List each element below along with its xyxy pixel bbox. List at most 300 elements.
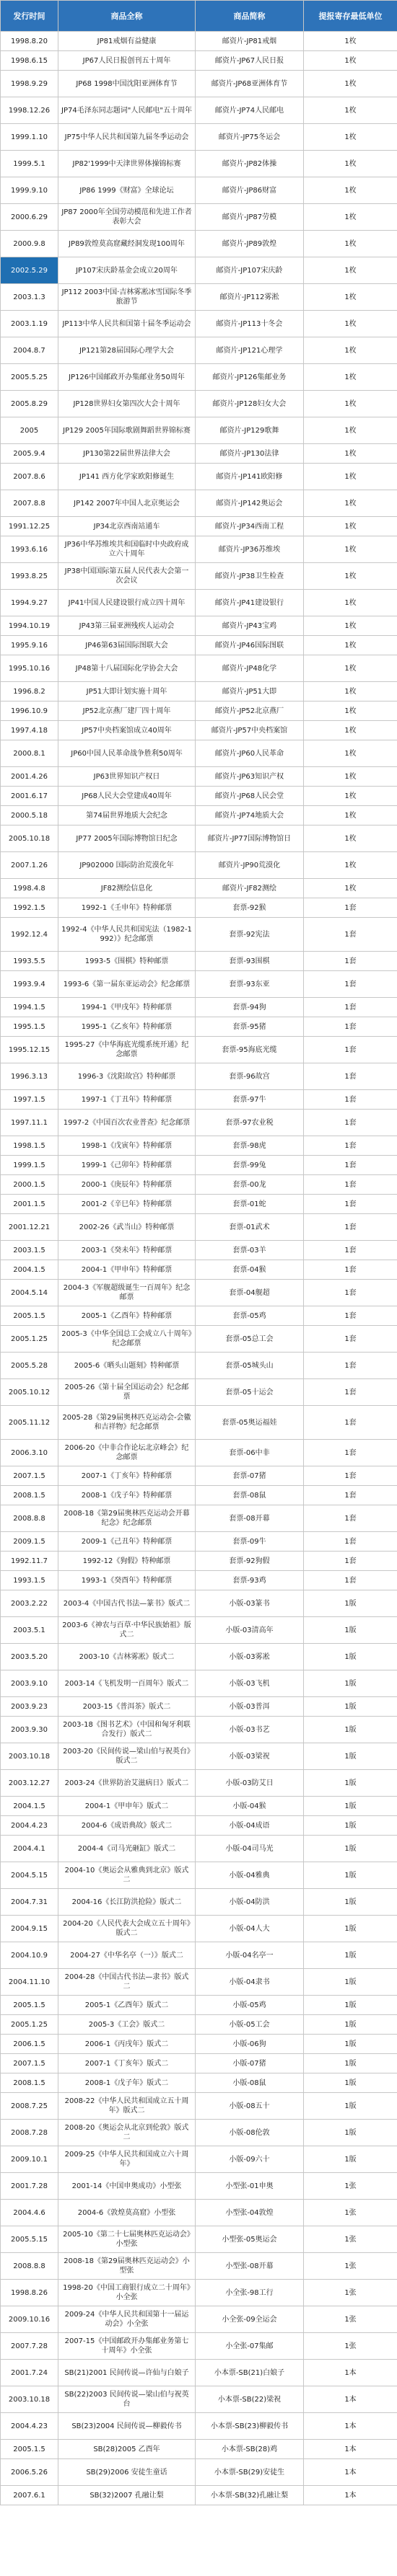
min-unit-cell: 1版 [304, 1816, 397, 1836]
short-name-cell: 邮资片-JP86财富 [196, 177, 304, 204]
table-row [1, 1670, 397, 1697]
min-unit-cell: 1套 [304, 1532, 397, 1552]
full-name-cell: JP63世界知识产权日 [58, 767, 196, 787]
full-name-cell: 2001-14《中国申奥成功》小型张 [58, 2173, 196, 2200]
short-name-cell: 套票-93东亚 [196, 971, 304, 998]
min-unit-cell: 1版 [304, 1996, 397, 2015]
full-name-cell: 1995-27《中华海底光缆系统开通》纪念邮票 [58, 1037, 196, 1063]
table-row [1, 2253, 397, 2280]
short-name-cell: 套票-05鸡 [196, 1306, 304, 1326]
min-unit-cell: 1枚 [304, 490, 397, 517]
short-name-cell: 小版-06狗 [196, 2035, 304, 2054]
short-name-cell: 邮资片-JP34西南工程 [196, 517, 304, 536]
short-name-cell: 邮资片-JP128妇女大会 [196, 391, 304, 417]
short-name-cell: 邮资片-JP121心理学 [196, 337, 304, 364]
full-name-cell: JP129 2005年国际歌剧舞蹈世界锦标赛 [58, 417, 196, 444]
table-row [1, 364, 397, 391]
full-name-cell: 1998-20《中国工商银行成立二十周年》小全张 [58, 2280, 196, 2306]
full-name-cell: JP57中央档案馆成立40周年 [58, 721, 196, 740]
full-name-cell: 2004-16《长江防洪抢险》版式二 [58, 1889, 196, 1916]
full-name-cell: JP121第28届国际心理学大会 [58, 337, 196, 364]
table-row [1, 826, 397, 852]
short-name-cell: 套票-94狗 [196, 998, 304, 1017]
table-row [1, 391, 397, 417]
table-row [1, 1969, 397, 1996]
short-name-cell: 邮资片-JP75冬运会 [196, 124, 304, 151]
short-name-cell: 小版-03飞机 [196, 1670, 304, 1697]
short-name-cell: 套票-07猪 [196, 1466, 304, 1486]
min-unit-cell: 1版 [304, 1670, 397, 1697]
short-name-cell: 套票-95海底光缆 [196, 1037, 304, 1063]
min-unit-cell: 1版 [304, 1836, 397, 1862]
full-name-cell: SB(23)2004 民间传说—柳毅传书 [58, 2413, 196, 2440]
short-name-cell: 邮资片-JP41建设银行 [196, 590, 304, 616]
release-date-cell: 1998.6.15 [1, 51, 58, 71]
release-date-cell: 2007.7.28 [1, 2333, 58, 2360]
min-unit-cell: 1枚 [304, 231, 397, 257]
short-name-cell: 套票-06中非 [196, 1440, 304, 1466]
table-row [1, 952, 397, 971]
release-date-cell: 2007.8.6 [1, 464, 58, 490]
full-name-cell: JP126中国邮政开办集邮业务50周年 [58, 364, 196, 391]
table-row [1, 1836, 397, 1862]
min-unit-cell: 1枚 [304, 257, 397, 284]
table-row [1, 1816, 397, 1836]
min-unit-cell: 1枚 [304, 655, 397, 682]
release-date-cell: 2003.10.18 [1, 1743, 58, 1770]
short-name-cell: 邮资片-JP38卫生检查 [196, 563, 304, 590]
release-date-cell: 2005.1.25 [1, 2015, 58, 2035]
full-name-cell: 2004-27《中华名亭（一）》版式二 [58, 1942, 196, 1969]
table-row [1, 1862, 397, 1889]
short-name-cell: 套票-09牛 [196, 1532, 304, 1552]
full-name-cell: 2006-20《中非合作论坛北京峰会》纪念邮票 [58, 1440, 196, 1466]
table-row [1, 1017, 397, 1037]
full-name-cell: 2003-10《吉林雾凇》版式二 [58, 1644, 196, 1670]
full-name-cell: JP81戒烟有益健康 [58, 32, 196, 51]
table-row [1, 464, 397, 490]
min-unit-cell: 1版 [304, 2035, 397, 2054]
short-name-cell: 小版-03防艾日 [196, 1770, 304, 1797]
full-name-cell: JP43第三届亚洲残疾人运动会 [58, 616, 196, 636]
full-name-cell: 2004-6《敦煌莫高窟》小型张 [58, 2200, 196, 2226]
table-row [1, 1505, 397, 1532]
release-date-cell: 2000.1.5 [1, 1175, 58, 1195]
table-row [1, 1942, 397, 1969]
min-unit-cell: 1版 [304, 1969, 397, 1996]
short-name-cell: 邮资片-JP89敦煌 [196, 231, 304, 257]
min-unit-cell: 1枚 [304, 51, 397, 71]
release-date-cell: 2003.9.10 [1, 1670, 58, 1697]
release-date-cell: 1994.9.27 [1, 590, 58, 616]
table-row [1, 998, 397, 1017]
table-row [1, 1996, 397, 2015]
full-name-cell: 2004-20《人民代表大会成立五十周年》版式二 [58, 1916, 196, 1942]
min-unit-cell: 1套 [304, 1017, 397, 1037]
full-name-cell: 2001-2《辛巳年》特种邮票 [58, 1195, 196, 1214]
table-row [1, 1916, 397, 1942]
table-row [1, 767, 397, 787]
release-date-cell: 1996.10.9 [1, 701, 58, 721]
full-name-cell: SB(21)2001 民间传说—许仙与白娘子 [58, 2360, 196, 2386]
full-name-cell: JP86 1999《财富》全球论坛 [58, 177, 196, 204]
full-name-cell: JP107宋庆龄基金会成立20周年 [58, 257, 196, 284]
short-name-cell: 邮资片-JP107宋庆龄 [196, 257, 304, 284]
min-unit-cell: 1版 [304, 1590, 397, 1617]
release-date-cell: 2004.4.6 [1, 2200, 58, 2226]
release-date-cell: 1992.12.4 [1, 918, 58, 952]
table-row [1, 536, 397, 563]
table-row [1, 1136, 397, 1156]
table-row [1, 2440, 397, 2459]
table-row [1, 1110, 397, 1136]
table-row [1, 284, 397, 311]
short-name-cell: 小版-03普洱 [196, 1697, 304, 1717]
release-date-cell: 1992.11.7 [1, 1552, 58, 1571]
table-row [1, 2486, 397, 2505]
min-unit-cell: 1版 [304, 1862, 397, 1889]
full-name-cell: 2005-6《晒头山题刻》特种邮票 [58, 1353, 196, 1379]
release-date-cell: 1998.12.26 [1, 97, 58, 124]
release-date-cell: 1998.8.26 [1, 2280, 58, 2306]
min-unit-cell: 1枚 [304, 826, 397, 852]
min-unit-cell: 1套 [304, 1037, 397, 1063]
short-name-cell: 邮资片-JP142奥运会 [196, 490, 304, 517]
release-date-cell: 2001.7.24 [1, 2360, 58, 2386]
release-date-cell: 2007.1.5 [1, 1466, 58, 1486]
table-row [1, 1037, 397, 1063]
min-unit-cell: 1版 [304, 1942, 397, 1969]
table-header [1, 1, 397, 32]
release-date-cell: 1993.5.5 [1, 952, 58, 971]
table-row [1, 1280, 397, 1306]
table-row [1, 417, 397, 444]
release-date-cell: 2008.1.5 [1, 2073, 58, 2093]
short-name-cell: 邮资片-JP112雾淞 [196, 284, 304, 311]
short-name-cell: 小版-07猪 [196, 2054, 304, 2073]
full-name-cell: 1993-6《第一届东亚运动会》纪念邮票 [58, 971, 196, 998]
short-name-cell: 邮资片-JP60人民革命 [196, 740, 304, 767]
table-row [1, 71, 397, 97]
release-date-cell: 1995.10.16 [1, 655, 58, 682]
release-date-cell: 2005.1.5 [1, 1306, 58, 1326]
table-row [1, 177, 397, 204]
min-unit-cell: 1张 [304, 2333, 397, 2360]
short-name-cell: 邮资片-JP51大即 [196, 682, 304, 701]
short-name-cell: 小版-04名亭一 [196, 1942, 304, 1969]
min-unit-cell: 1枚 [304, 364, 397, 391]
full-name-cell: JP36中华苏维埃共和国临时中央政府成立六十周年 [58, 536, 196, 563]
full-name-cell: JP74毛泽东同志题词"人民邮电"五十周年 [58, 97, 196, 124]
short-name-cell: 小版-05鸡 [196, 1996, 304, 2015]
full-name-cell: JP87 2000年全国劳动模范和先进工作者表彰大会 [58, 204, 196, 231]
release-date-cell: 1999.1.10 [1, 124, 58, 151]
table-row [1, 2333, 397, 2360]
table-row [1, 124, 397, 151]
min-unit-cell: 1套 [304, 1110, 397, 1136]
short-name-cell: 小全张-07集邮 [196, 2333, 304, 2360]
table-row [1, 490, 397, 517]
table-row [1, 517, 397, 536]
full-name-cell: 1996-3《沈阳故宫》特种邮票 [58, 1063, 196, 1090]
release-date-cell: 2001.1.5 [1, 1195, 58, 1214]
short-name-cell: 小版-04雅典 [196, 1862, 304, 1889]
release-date-cell: 2003.2.22 [1, 1590, 58, 1617]
min-unit-cell: 1枚 [304, 616, 397, 636]
table-row [1, 1306, 397, 1326]
short-name-cell: 小型张-05奥运会 [196, 2226, 304, 2253]
table-row [1, 2035, 397, 2054]
full-name-cell: 2004-28《中国古代书法—隶书》版式二 [58, 1969, 196, 1996]
min-unit-cell: 1套 [304, 998, 397, 1017]
min-unit-cell: 1枚 [304, 464, 397, 490]
full-name-cell: 2005-1《乙酉年》版式二 [58, 1996, 196, 2015]
short-name-cell: 套票-97农业税 [196, 1110, 304, 1136]
min-unit-cell: 1套 [304, 1505, 397, 1532]
short-name-cell: 套票-98虎 [196, 1136, 304, 1156]
short-name-cell: 小版-08伦敦 [196, 2120, 304, 2146]
min-unit-cell: 1枚 [304, 177, 397, 204]
short-name-cell: 小本票-SB(23)柳毅传书 [196, 2413, 304, 2440]
short-name-cell: 小版-03梁祝 [196, 1743, 304, 1770]
release-date-cell: 2003.12.27 [1, 1770, 58, 1797]
release-date-cell: 2003.9.23 [1, 1697, 58, 1717]
full-name-cell: JP38中国国际第五届人民代表大会第一次会议 [58, 563, 196, 590]
full-name-cell: 2004-10《奥运会从雅典到北京》版式二 [58, 1862, 196, 1889]
short-name-cell: 邮资片-JP141欧阳修 [196, 464, 304, 490]
min-unit-cell: 1张 [304, 2200, 397, 2226]
min-unit-cell: 1枚 [304, 636, 397, 655]
min-unit-cell: 1枚 [304, 444, 397, 464]
full-name-cell: 1992-4《中华人民共和国宪法（1982-1992）》纪念邮票 [58, 918, 196, 952]
table-row [1, 1770, 397, 1797]
table-row [1, 701, 397, 721]
release-date-cell: 2008.8.8 [1, 2253, 58, 2280]
table-row [1, 2054, 397, 2073]
short-name-cell: 套票-96故宫 [196, 1063, 304, 1090]
release-date-cell: 2000.9.8 [1, 231, 58, 257]
release-date-cell: 2005.5.15 [1, 2226, 58, 2253]
table-row [1, 740, 397, 767]
table-row [1, 2413, 397, 2440]
min-unit-cell: 1套 [304, 952, 397, 971]
full-name-cell: 2007-1《丁亥年》特种邮票 [58, 1466, 196, 1486]
full-name-cell: 2005-3《工会》版式二 [58, 2015, 196, 2035]
release-date-cell: 1998.1.5 [1, 1136, 58, 1156]
full-name-cell: JP113中华人民共和国第十届冬季运动会 [58, 311, 196, 337]
table-row [1, 231, 397, 257]
min-unit-cell: 1枚 [304, 590, 397, 616]
min-unit-cell: 1张 [304, 2306, 397, 2333]
min-unit-cell: 1枚 [304, 337, 397, 364]
release-date-cell: 1999.9.10 [1, 177, 58, 204]
table-row [1, 1486, 397, 1505]
table-row [1, 1717, 397, 1743]
full-name-cell: 2003-14《飞机发明一百周年》版式二 [58, 1670, 196, 1697]
release-date-cell: 2004.4.23 [1, 1816, 58, 1836]
release-date-cell: 2007.6.1 [1, 2486, 58, 2505]
full-name-cell: JP902000 国际防治荒漠化年 [58, 852, 196, 879]
full-name-cell: 1995-1《乙亥年》特种邮票 [58, 1017, 196, 1037]
min-unit-cell: 1枚 [304, 721, 397, 740]
table-row [1, 2146, 397, 2173]
release-date-cell: 2009.10.1 [1, 2146, 58, 2173]
table-row [1, 1241, 397, 1260]
short-name-cell: 套票-05十运会 [196, 1379, 304, 1406]
min-unit-cell: 1套 [304, 1552, 397, 1571]
full-name-cell: 2005-10《第二十七届奥林匹克运动会》小型张 [58, 2226, 196, 2253]
short-name-cell: 套票-92宪法 [196, 918, 304, 952]
min-unit-cell: 1套 [304, 1214, 397, 1241]
full-name-cell: 2003-6《神农与百草·中华民族始祖》版式二 [58, 1617, 196, 1644]
col-header-date: 发行时间 [1, 1, 58, 32]
short-name-cell: 小全张-98工行 [196, 2280, 304, 2306]
release-date-cell: 1997.4.18 [1, 721, 58, 740]
full-name-cell: 2004-6《成语典故》版式二 [58, 1816, 196, 1836]
release-date-cell: 2001.7.28 [1, 2173, 58, 2200]
full-name-cell: JF82测绘信息化 [58, 879, 196, 898]
min-unit-cell: 1套 [304, 1260, 397, 1280]
short-name-cell: 小版-03清高年 [196, 1617, 304, 1644]
full-name-cell: 1997-1《丁丑年》特种邮票 [58, 1090, 196, 1110]
full-name-cell: 2003-4《中国古代书法—篆书》版式二 [58, 1590, 196, 1617]
table-row [1, 1797, 397, 1816]
min-unit-cell: 1版 [304, 2015, 397, 2035]
short-name-cell: 小本票-SB(28)鸡 [196, 2440, 304, 2459]
short-name-cell: 邮资片-JP113十冬会 [196, 311, 304, 337]
release-date-cell: 2001.6.17 [1, 787, 58, 806]
header-row [1, 1, 397, 32]
full-name-cell: 2004-4《司马光砸缸》版式二 [58, 1836, 196, 1862]
full-name-cell: 1993-5《围棋》特种邮票 [58, 952, 196, 971]
full-name-cell: 2008-18《第29届奥林匹克运动会》小型张 [58, 2253, 196, 2280]
min-unit-cell: 1枚 [304, 563, 397, 590]
table-row [1, 1532, 397, 1552]
full-name-cell: JP77 2005年国际博物馆日纪念 [58, 826, 196, 852]
release-date-cell: 1995.12.15 [1, 1037, 58, 1063]
full-name-cell: JP82'1999中天津世界体操锦标赛 [58, 151, 196, 177]
table-row [1, 1175, 397, 1195]
short-name-cell: 邮资片-JF82测绘 [196, 879, 304, 898]
release-date-cell: 1996.8.2 [1, 682, 58, 701]
release-date-cell: 2001.12.21 [1, 1214, 58, 1241]
full-name-cell: 2008-20《奥运会从北京到伦敦》版式二 [58, 2120, 196, 2146]
min-unit-cell: 1本 [304, 2459, 397, 2486]
table-row [1, 444, 397, 464]
table-row [1, 1571, 397, 1590]
release-date-cell: 1996.3.13 [1, 1063, 58, 1090]
release-date-cell: 1997.1.5 [1, 1090, 58, 1110]
table-row [1, 1260, 397, 1280]
full-name-cell: 2003-1《癸未年》特种邮票 [58, 1241, 196, 1260]
release-date-cell: 2008.1.5 [1, 1486, 58, 1505]
full-name-cell: 2004-1《甲申年》版式二 [58, 1797, 196, 1816]
table-row [1, 2360, 397, 2386]
min-unit-cell: 1枚 [304, 806, 397, 826]
full-name-cell: SB(22)2003 民间传说—梁山伯与祝英台 [58, 2386, 196, 2413]
col-header-min-unit: 提报寄存最低单位 [304, 1, 397, 32]
short-name-cell: 邮资片-JP43宝鸡 [196, 616, 304, 636]
min-unit-cell: 1枚 [304, 536, 397, 563]
min-unit-cell: 1张 [304, 2280, 397, 2306]
table-row [1, 1406, 397, 1440]
table-row [1, 918, 397, 952]
table-row [1, 32, 397, 51]
full-name-cell: 1992-1《壬申年》特种邮票 [58, 898, 196, 918]
full-name-cell: SB(29)2006 安徒生童话 [58, 2459, 196, 2486]
full-name-cell: 2005-26《第十届全国运动会》纪念邮票 [58, 1379, 196, 1406]
release-date-cell: 2005.1.25 [1, 1326, 58, 1353]
release-date-cell: 1994.10.19 [1, 616, 58, 636]
release-date-cell: 2003.1.3 [1, 284, 58, 311]
min-unit-cell: 1枚 [304, 682, 397, 701]
full-name-cell: JP89敦煌莫高窟藏经洞发现100周年 [58, 231, 196, 257]
short-name-cell: 套票-08鼠 [196, 1486, 304, 1505]
release-date-cell: 2009.10.16 [1, 2306, 58, 2333]
min-unit-cell: 1版 [304, 1717, 397, 1743]
release-date-cell: 1998.8.20 [1, 32, 58, 51]
table-row [1, 616, 397, 636]
release-date-cell: 2004.4.23 [1, 2413, 58, 2440]
min-unit-cell: 1套 [304, 1136, 397, 1156]
release-date-cell: 2006.3.10 [1, 1440, 58, 1466]
full-name-cell: 1994-1《甲戌年》特种邮票 [58, 998, 196, 1017]
short-name-cell: 小本票-SB(32)孔融让梨 [196, 2486, 304, 2505]
table-row [1, 1466, 397, 1486]
table-row [1, 879, 397, 898]
full-name-cell: JP48第十八届国际化学协会大会 [58, 655, 196, 682]
full-name-cell: 2000-1《庚辰年》特种邮票 [58, 1175, 196, 1195]
release-date-cell: 1995.1.5 [1, 1017, 58, 1037]
full-name-cell: 2008-1《戊子年》特种邮票 [58, 1486, 196, 1505]
release-date-cell: 1999.1.5 [1, 1156, 58, 1175]
full-name-cell: JP68 1998中国沈阳亚洲体育节 [58, 71, 196, 97]
short-name-cell: 邮资片-JP48化学 [196, 655, 304, 682]
short-name-cell: 邮资片-JP63知识产权 [196, 767, 304, 787]
full-name-cell: 2009-24《中华人民共和国第十一届运动会》小全张 [58, 2306, 196, 2333]
full-name-cell: JP130第22届世界法律大会 [58, 444, 196, 464]
short-name-cell: 套票-99兔 [196, 1156, 304, 1175]
table-row [1, 1697, 397, 1717]
short-name-cell: 邮资片-JP81戒烟 [196, 32, 304, 51]
release-date-cell: 2009.1.5 [1, 1532, 58, 1552]
min-unit-cell: 1本 [304, 2440, 397, 2459]
short-name-cell: 邮资片-JP77国际博物馆日 [196, 826, 304, 852]
min-unit-cell: 1枚 [304, 311, 397, 337]
short-name-cell: 小型张-08开幕 [196, 2253, 304, 2280]
min-unit-cell: 1套 [304, 1156, 397, 1175]
table-row [1, 97, 397, 124]
min-unit-cell: 1本 [304, 2386, 397, 2413]
short-name-cell: 邮资片-JP74地质大会 [196, 806, 304, 826]
short-name-cell: 邮资片-JP130法律 [196, 444, 304, 464]
table-row [1, 1440, 397, 1466]
min-unit-cell: 1套 [304, 898, 397, 918]
table-row [1, 682, 397, 701]
release-date-cell: 2005 [1, 417, 58, 444]
release-date-cell: 2003.5.1 [1, 1617, 58, 1644]
release-date-cell: 2003.5.20 [1, 1644, 58, 1670]
min-unit-cell: 1套 [304, 1440, 397, 1466]
release-date-cell: 2005.9.4 [1, 444, 58, 464]
release-date-cell: 1997.11.1 [1, 1110, 58, 1136]
table-row [1, 2073, 397, 2093]
short-name-cell: 套票-05城头山 [196, 1353, 304, 1379]
release-date-cell: 2002.5.29 [1, 257, 58, 284]
table-row [1, 311, 397, 337]
release-date-cell: 1993.9.4 [1, 971, 58, 998]
min-unit-cell: 1版 [304, 1743, 397, 1770]
